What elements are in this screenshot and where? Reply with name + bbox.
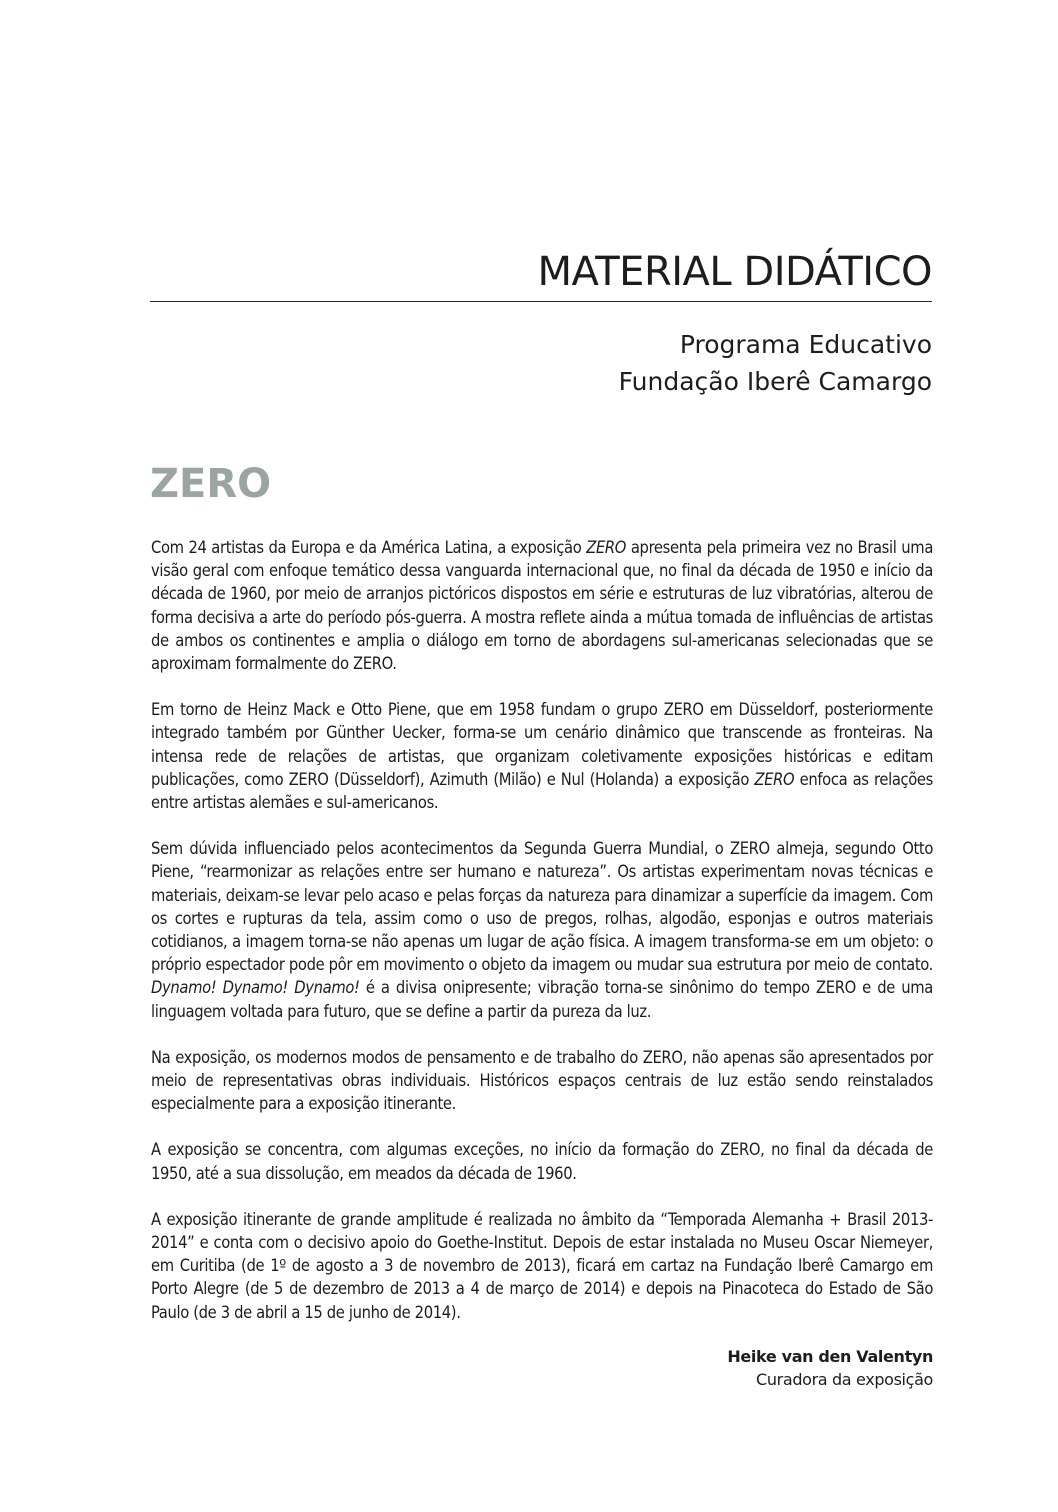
author-role: Curadora da exposição	[756, 1370, 933, 1389]
paragraph-1-text-c: apresenta pela primeira vez no Brasil uma visão geral com enfoque temático dessa vanguarda internacional que, no final da década de 1950 e início da década de 1960, por meio de arranjos pictóricos dispostos em série e estruturas de luz vibratórias, alterou de forma decisiva a arte do período pós-guerra. A mostra reflete ainda a mútua tomada de influências de artistas de ambos os continentes e amplia o diálogo em torno de abordagens sul-americanas selecionadas que se aproximam formalmente do ZERO.	[151, 538, 933, 674]
paragraph-2	[151, 698, 933, 814]
subtitle-program: Programa Educativo	[679, 330, 932, 359]
section-heading: ZERO	[150, 461, 272, 507]
article-body	[151, 536, 933, 1347]
paragraph-2-text-a: Em torno de Heinz Mack e Otto Piene, que em 1958 fundam o grupo ZERO em Düsseldorf, posteriormente integrado também por Günther Uecker, forma-se um cenário dinâmico que transcende as fronteiras. Na intensa rede de relações de artistas, que organizam coletivamente exposições históricas e editam publicações, como ZERO (Düsseldorf), Azimuth (Milão) e Nul (Holanda) a exposição	[151, 700, 933, 789]
paragraph-3-italic: Dynamo! Dynamo! Dynamo!	[151, 978, 360, 998]
paragraph-3	[151, 837, 933, 1023]
paragraph-2-italic: ZERO	[754, 769, 795, 789]
signature-block	[150, 1345, 933, 1391]
paragraph-1-italic: ZERO	[586, 538, 627, 557]
author-name: Heike van den Valentyn	[727, 1347, 933, 1366]
paragraph-1	[151, 536, 933, 675]
paragraph-3-text-c: é a divisa onipresente; vibração torna-se sinônimo do tempo ZERO e de uma linguagem voltada para futuro, que se define a partir da pureza da luz.	[151, 978, 933, 1021]
document-subtitle	[150, 326, 932, 400]
paragraph-1-text-a: Com 24 artistas da Europa e da América Latina, a exposição	[151, 538, 587, 557]
subtitle-foundation: Fundação Iberê Camargo	[618, 367, 932, 396]
document-title: MATERIAL DIDÁTICO	[537, 249, 932, 295]
paragraph-4: Na exposição, os modernos modos de pensamento e de trabalho do ZERO, não apenas são apresentados por meio de representativas obras individuais. Históricos espaços centrais de luz estão sendo reinstalados especialmente para a exposição itinerante.	[151, 1047, 933, 1114]
paragraph-3-text-a: Sem dúvida influenciado pelos acontecimentos da Segunda Guerra Mundial, o ZERO almeja, segundo Otto Piene, “rearmonizar as relações entre ser humano e natureza”. Os artistas experimentam novas técnicas e materiais, deixam-se levar pelo acaso e pelas forças da natureza para dinamizar a superfície da imagem. Com os cortes e rupturas da tela, assim como o uso de pregos, rolhas, algodão, esponjas e outros materiais cotidianos, a imagem torna-se não apenas um lugar de ação física. A imagem transforma-se em um objeto: o próprio espectador pode pôr em movimento o objeto da imagem ou mudar sua estrutura por meio de contato.	[151, 839, 933, 975]
paragraph-2-text-c: enfoca as relações entre artistas alemães e sul-americanos.	[151, 769, 933, 813]
title-divider	[150, 301, 932, 302]
paragraph-6: A exposição itinerante de grande amplitude é realizada no âmbito da “Temporada Alemanha + Brasil 2013-2014” e conta com o decisivo apoio do Goethe-Institut. Depois de estar instalada no Museu Oscar Niemeyer, em Curitiba (de 1º de agosto a 3 de novembro de 2013), ficará em cartaz na Fundação Iberê Camargo em Porto Alegre (de 5 de dezembro de 2013 a 4 de março de 2014) e depois na Pinacoteca do Estado de São Paulo (de 3 de abril a 15 de junho de 2014).	[151, 1209, 933, 1322]
paragraph-5: A exposição se concentra, com algumas exceções, no início da formação do ZERO, no final da década de 1950, até a sua dissolução, em meados da década de 1960.	[151, 1140, 933, 1183]
